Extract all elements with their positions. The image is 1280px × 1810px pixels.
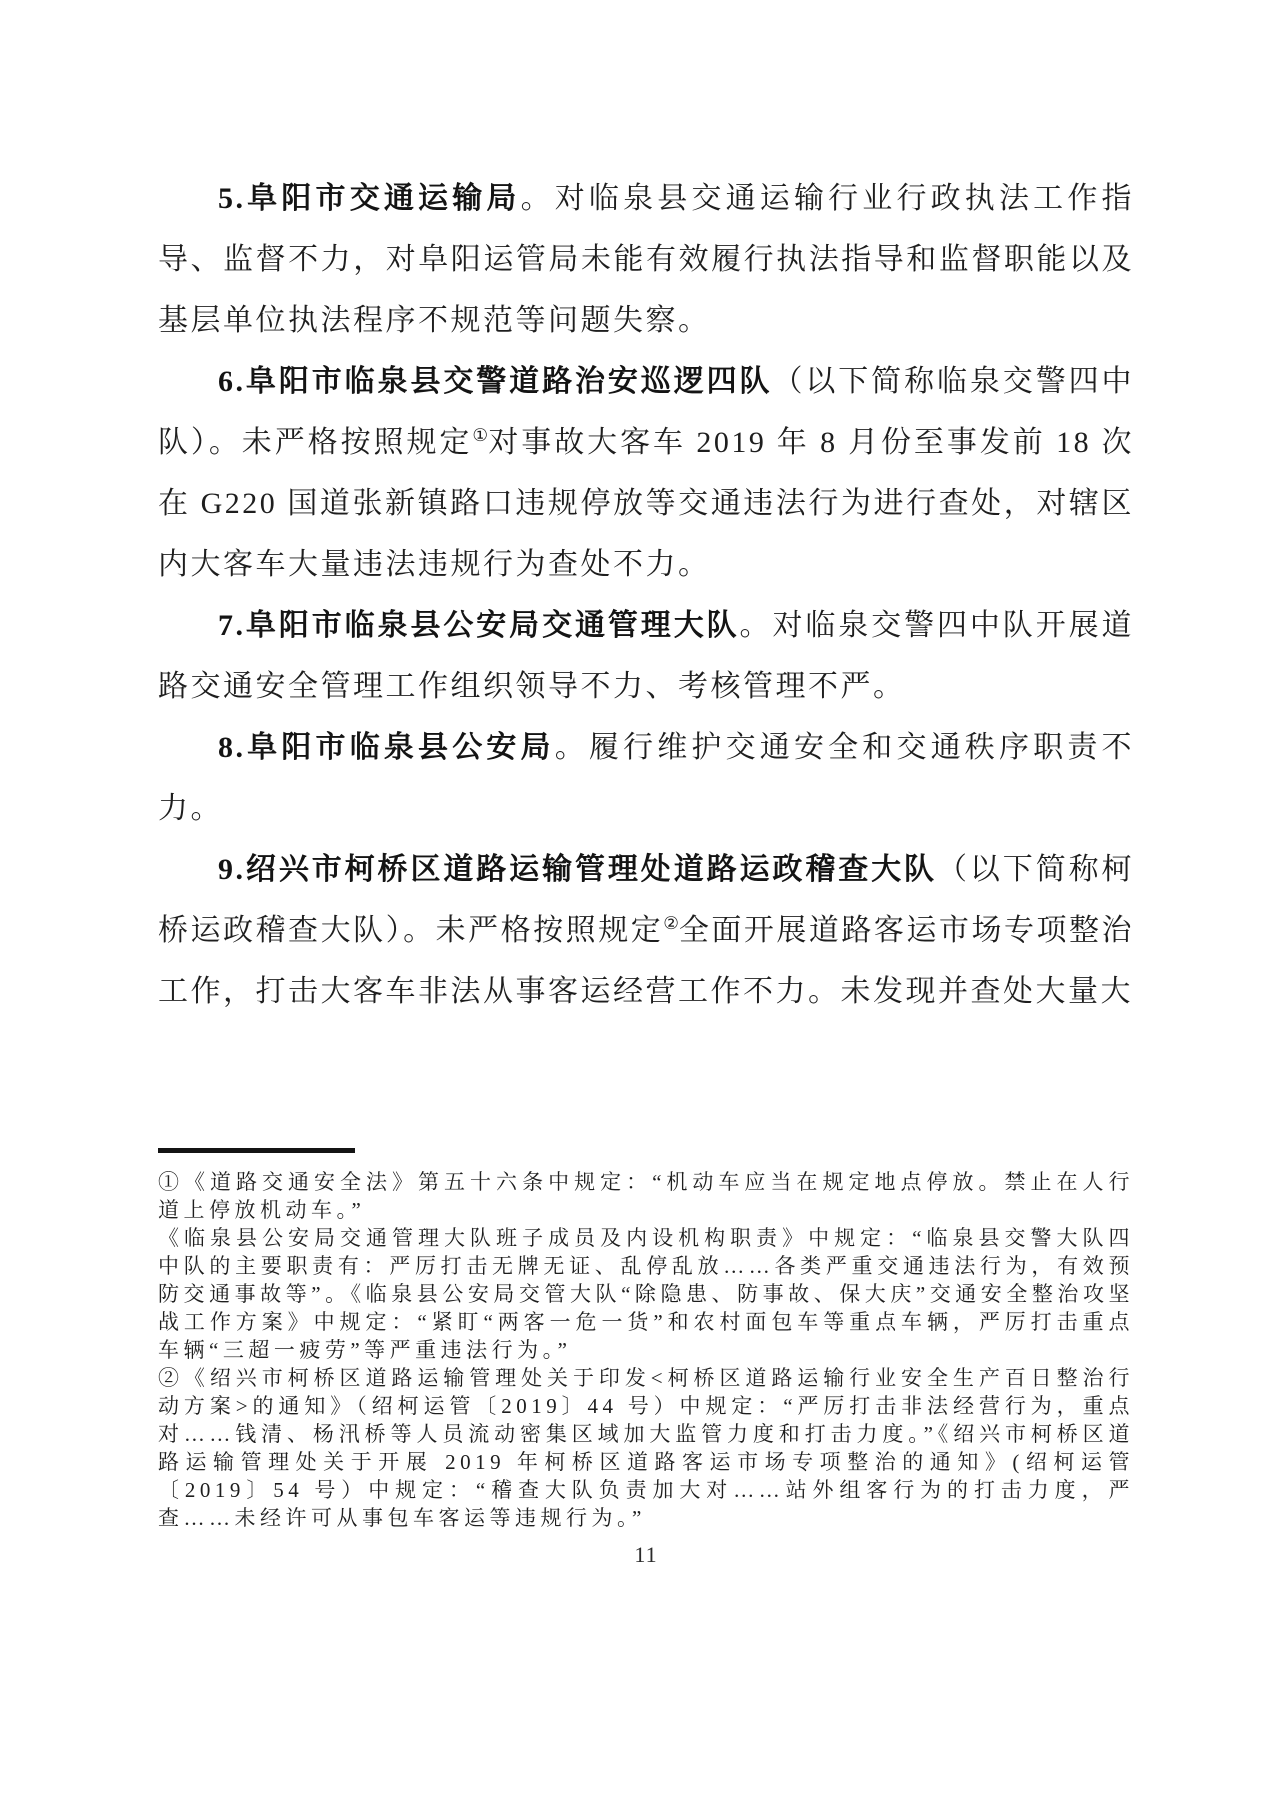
paragraph-6-text: （以下简称临泉交警四中队）。未严格按照规定 [158,365,1135,459]
body-paragraph-8 [158,717,1134,839]
paragraph-7-heading: 7.阜阳市临泉县公安局交通管理大队 [218,609,740,642]
paragraph-9-text-cont: 全面开展道路客运市场专项整治工作，打击大客车非法从事客运经营工作不力。未发现并查处大量大 [158,914,1135,1008]
paragraph-7-text: 。对临泉交警四中队开展道路交通安全管理工作组织领导不力、考核管理不严。 [158,609,1135,703]
footnote-separator [158,1148,355,1153]
footnote-ref-2-icon: ② [663,913,679,933]
paragraph-6-text-cont: 对事故大客车 2019 年 8 月份至事发前 18 次在 G220 国道张新镇路口违规停放等交通违法行为进行查处，对辖区内大客车大量违法违规行为查处不力。 [158,426,1135,581]
body-paragraph-5 [158,168,1134,351]
footnote-1-part-1: ①《道路交通安全法》第五十六条中规定：“机动车应当在规定地点停放。禁止在人行道上停放机动车。” [158,1170,1134,1222]
paragraph-8-heading: 8.阜阳市临泉县公安局 [218,731,555,764]
page-number: 11 [634,1542,658,1567]
body-paragraph-6 [158,351,1134,595]
paragraph-5-text: 。对临泉县交通运输行业行政执法工作指导、监督不力，对阜阳运管局未能有效履行执法指导和监督职能以及基层单位执法程序不规范等问题失察。 [158,182,1135,337]
footnotes-section [158,1168,1134,1532]
paragraph-6-heading: 6.阜阳市临泉县交警道路治安巡逻四队 [218,365,773,398]
footnote-2: ②《绍兴市柯桥区道路运输管理处关于印发<柯桥区道路运输行业安全生产百日整治行动方案>的通知》（绍柯运管〔2019〕44 号）中规定：“严厉打击非法经营行为，重点对……钱清、杨汛桥等人员流动密集区域加大监管力度和打击力度。”《绍兴市柯桥区道路运输管理处关于开展 2019 年柯桥区道路客运市场专项整治的通知》(绍柯运管〔2019〕54 号）中规定：“稽查大队负责加大对……站外组客行为的打击力度，严查……未经许可从事包车客运等违规行为。” [158,1366,1134,1530]
paragraph-9-heading: 9.绍兴市柯桥区道路运输管理处道路运政稽查大队 [218,853,937,886]
body-paragraph-9 [158,839,1134,1022]
footnote-ref-1-icon: ① [472,425,489,445]
paragraph-8-text: 。履行维护交通安全和交通秩序职责不力。 [158,731,1135,825]
paragraph-5-heading: 5.阜阳市交通运输局 [218,182,521,215]
paragraph-9-text: （以下简称柯桥运政稽查大队）。未严格按照规定 [158,853,1135,947]
footnote-1-part-2: 《临泉县公安局交通管理大队班子成员及内设机构职责》中规定：“临泉县交警大队四中队的主要职责有：严厉打击无牌无证、乱停乱放……各类严重交通违法行为，有效预防交通事故等”。《临泉县公安局交管大队“除隐患、防事故、保大庆”交通安全整治攻坚战工作方案》中规定：“紧盯“两客一危一货”和农村面包车等重点车辆，严厉打击重点车辆“三超一疲劳”等严重违法行为。” [158,1226,1134,1362]
body-paragraph-7 [158,595,1134,717]
